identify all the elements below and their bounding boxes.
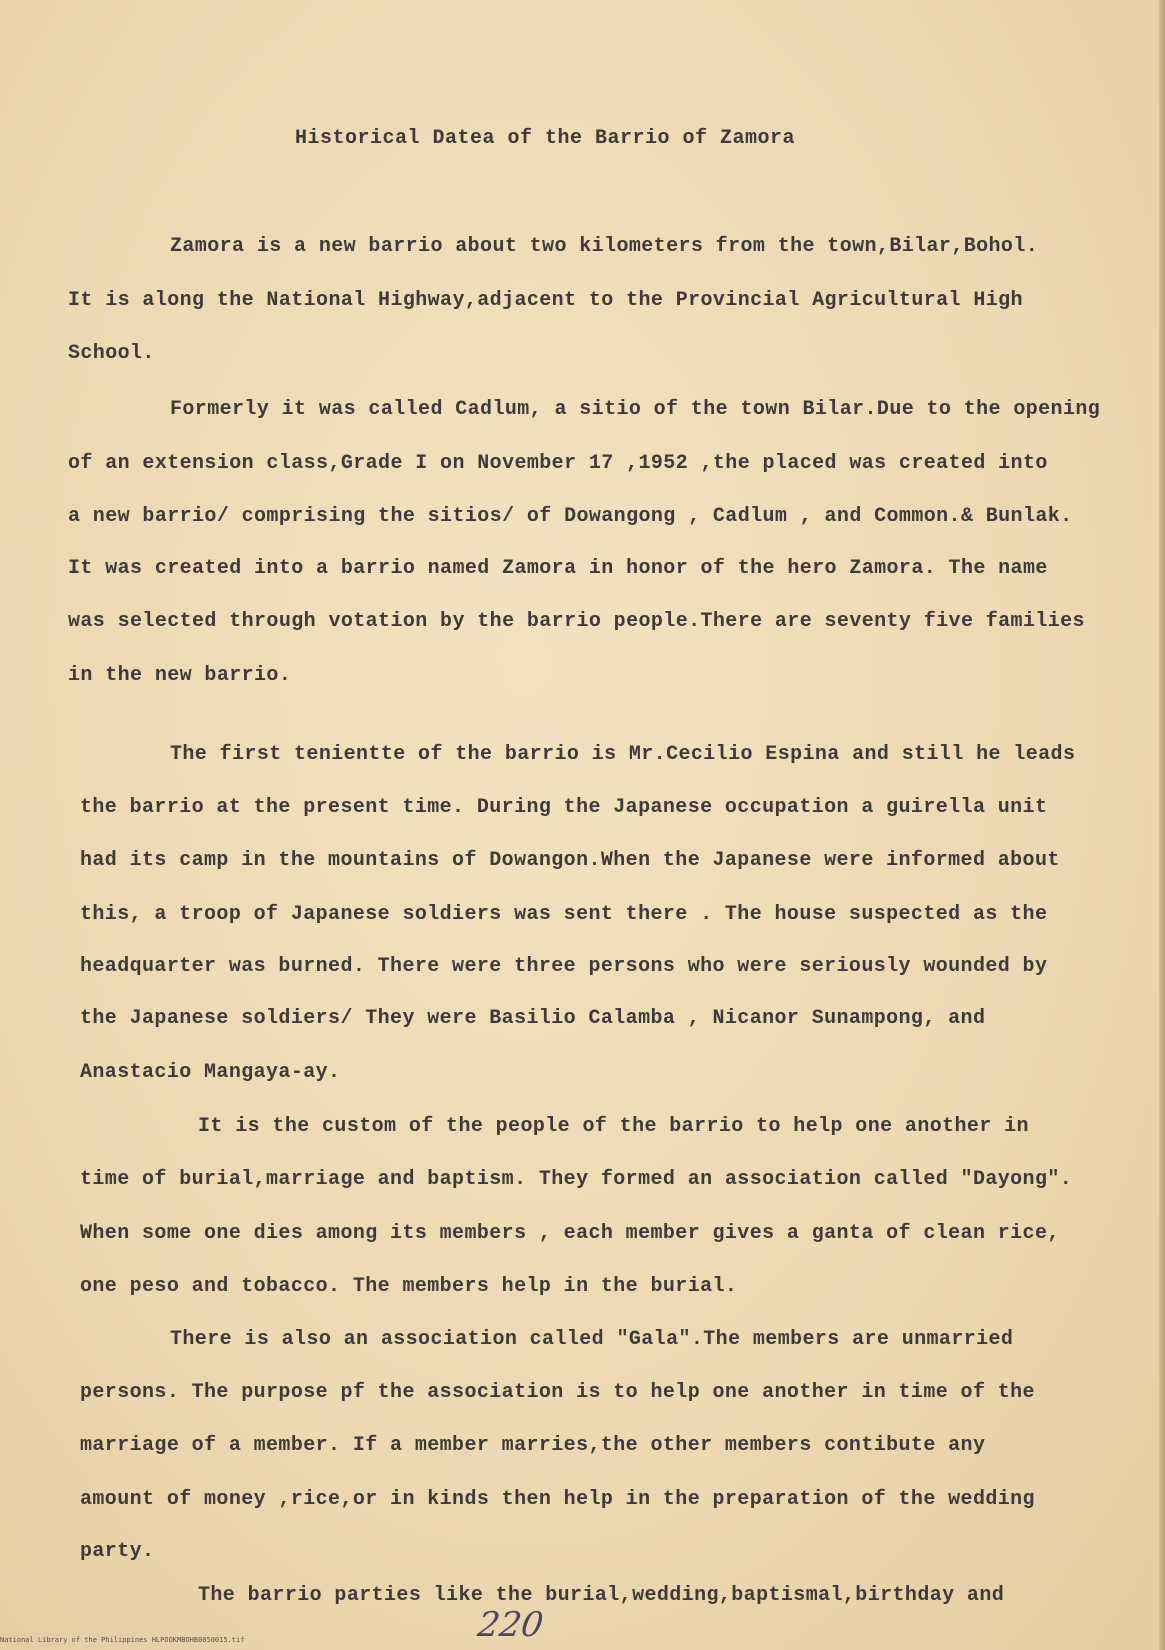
document-title: Historical Datea of the Barrio of Zamora [294, 127, 796, 150]
text-line: of an extension class,Grade I on November 17 ,1952 ,the placed was created into [68, 452, 1048, 475]
text-line: The first tenientte of the barrio is Mr.Cecilio Espina and still he leads [170, 743, 1076, 766]
archive-footer: National Library of the Philippines HLPOOKMBOHB0050015.tif [0, 1636, 245, 1644]
text-line: It is along the National Highway,adjacent to the Provincial Agricultural High [68, 289, 1023, 312]
text-line: When some one dies among its members , each member gives a ganta of clean rice, [80, 1222, 1060, 1245]
text-line: party. [80, 1540, 155, 1563]
text-line: the barrio at the present time. During the Japanese occupation a guirella unit [80, 796, 1048, 819]
page-edge [1159, 0, 1165, 1650]
page-number: 220 [475, 1605, 546, 1645]
text-line: Formerly it was called Cadlum, a sitio of the town Bilar.Due to the opening [170, 398, 1101, 421]
text-line: in the new barrio. [68, 664, 292, 687]
text-line: Zamora is a new barrio about two kilometers from the town,Bilar,Bohol. [170, 235, 1039, 258]
text-line: There is also an association called "Gala".The members are unmarried [170, 1328, 1014, 1351]
text-line: headquarter was burned. There were three persons who were seriously wounded by [80, 955, 1048, 978]
text-line: a new barrio/ comprising the sitios/ of Dowangong , Cadlum , and Common.& Bunlak. [68, 505, 1073, 528]
text-line: one peso and tobacco. The members help in the burial. [80, 1275, 738, 1298]
text-line: It was created into a barrio named Zamora in honor of the hero Zamora. The name [68, 557, 1048, 580]
text-line: School. [68, 342, 155, 365]
text-line: this, a troop of Japanese soldiers was sent there . The house suspected as the [80, 903, 1048, 926]
text-line: had its camp in the mountains of Dowangon.When the Japanese were informed about [80, 849, 1060, 872]
text-line: It is the custom of the people of the barrio to help one another in [198, 1115, 1029, 1138]
text-line: amount of money ,rice,or in kinds then help in the preparation of the wedding [80, 1488, 1035, 1511]
text-line: marriage of a member. If a member marries,the other members contibute any [80, 1434, 986, 1457]
text-line: time of burial,marriage and baptism. They formed an association called "Dayong". [80, 1168, 1073, 1191]
text-line: the Japanese soldiers/ They were Basilio Calamba , Nicanor Sunampong, and [80, 1007, 986, 1030]
text-line: The barrio parties like the burial,wedding,baptismal,birthday and [198, 1584, 1005, 1607]
text-line: was selected through votation by the barrio people.There are seventy five families [68, 610, 1085, 633]
text-line: Anastacio Mangaya-ay. [80, 1061, 341, 1084]
text-line: persons. The purpose pf the association is to help one another in time of the [80, 1381, 1035, 1404]
